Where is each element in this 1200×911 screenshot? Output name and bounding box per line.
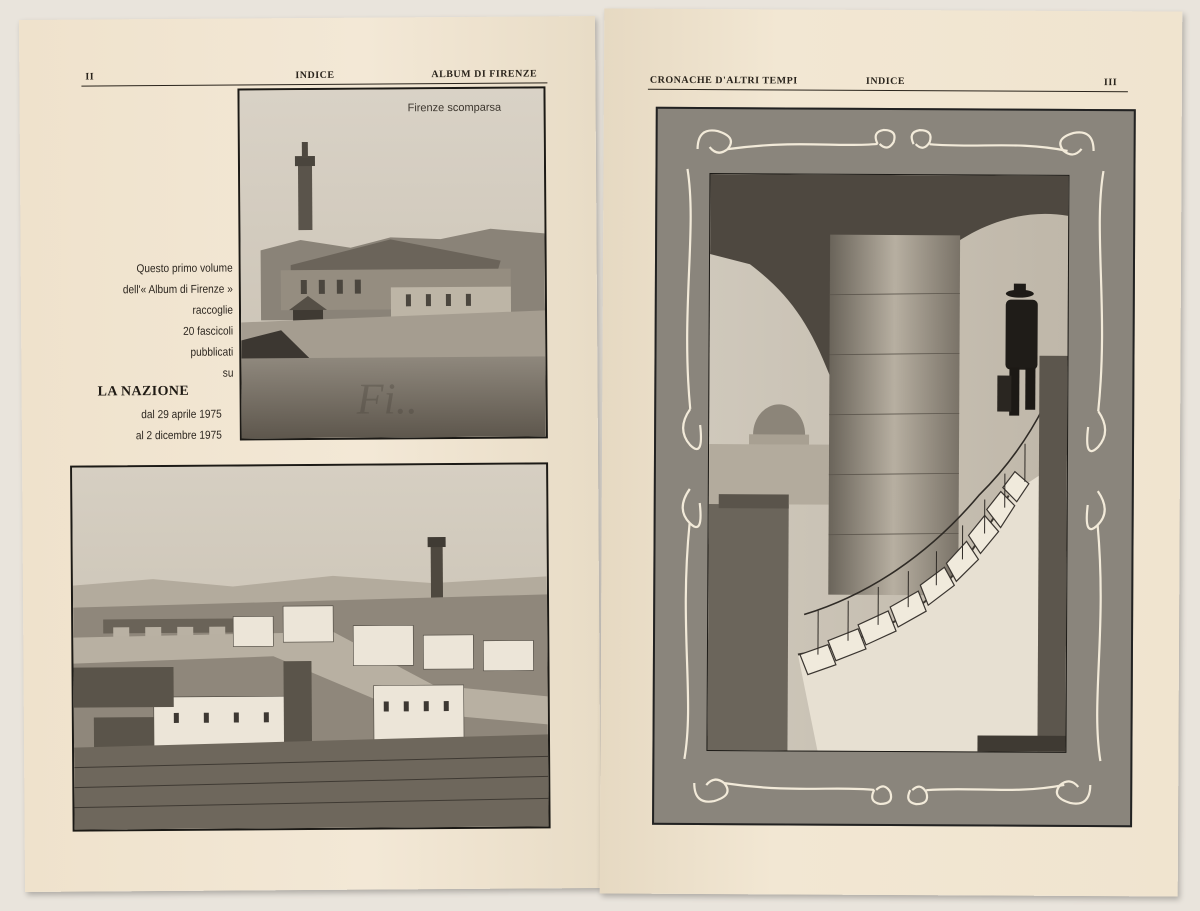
date-line-2: al 2 dicembre 1975 [135,429,222,443]
photo-florence-panorama [70,462,551,831]
intro-line-4: 20 fascicoli [183,325,234,338]
header-album-title: ALBUM DI FIRENZE [431,68,538,81]
intro-line-2: dell'« Album di Firenze » [122,283,233,297]
photo-florence-rooftops [72,464,549,829]
photo-firenze-scomparsa [237,86,547,440]
header-index-left: INDICE [295,69,335,82]
photo-palazzo-vecchio-riverbank [239,88,545,438]
date-range [81,405,222,448]
intro-text [81,259,233,386]
intro-line-1: Questo primo volume [136,262,233,276]
right-page [600,8,1183,896]
newspaper-name: LA NAZIONE [97,383,190,400]
date-line-1: dal 29 aprile 1975 [141,408,222,422]
header-rule-right [648,89,1128,93]
svg-text:Fi..: Fi.. [356,374,418,424]
page-number-right: III [1103,77,1118,89]
intro-line-5: pubblicati [190,346,234,359]
intro-line-6: su [222,367,234,380]
photo-caption-firenze-scomparsa: Firenze scomparsa [407,101,502,115]
left-page [19,16,601,892]
photo-man-on-spiral-stairs [707,174,1068,752]
page-number-left: II [85,71,95,83]
header-index-right: INDICE [865,75,906,88]
header-cronache: CRONACHE D'ALTRI TEMPI [649,74,798,87]
intro-line-3: raccoglie [192,304,234,317]
photo-spiral-staircase [706,173,1069,753]
ornamental-frame [652,107,1136,828]
